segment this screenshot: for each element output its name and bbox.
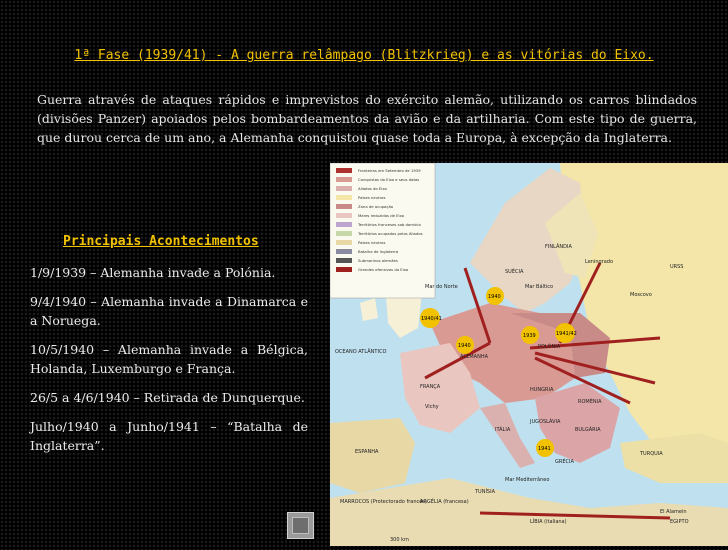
map-label: FINLÂNDIA: [545, 244, 572, 250]
map-label: HUNGRIA: [530, 387, 554, 393]
map-label: BULGÁRIA: [575, 427, 601, 433]
map-label: Mar do Norte: [425, 284, 458, 290]
legend-item: Territórios ocupados pelos Aliados: [358, 231, 423, 236]
legend-item: Submarinos alemães: [358, 258, 398, 263]
legend-item: Países neutros: [358, 240, 386, 245]
map-label: TUNÍSIA: [475, 489, 495, 495]
legend-item: Aliados do Eixo: [358, 186, 387, 191]
event-item: 1/9/1939 – Alemanha invade a Polónia.: [30, 265, 276, 280]
date-badge: 1940: [458, 343, 471, 349]
map-label: 300 km: [390, 537, 409, 543]
date-badge: 1941: [538, 446, 551, 452]
map-label: GRÉCIA: [555, 459, 574, 465]
map-label: Mar Mediterrâneo: [505, 477, 550, 483]
legend-item: Países neutros: [358, 195, 386, 200]
europe-war-map: [330, 163, 728, 546]
map-label: JUGOSLÁVIA: [530, 419, 561, 425]
map-label: ITÁLIA: [495, 427, 511, 433]
event-item: Julho/1940 a Junho/1941 – “Batalha de Inglaterra”.: [30, 419, 308, 453]
date-badge: 1941/42: [556, 331, 577, 337]
date-badge: 1940: [488, 294, 501, 300]
map-label: OCEANO ATLÂNTICO: [335, 349, 387, 355]
legend-item: Mares reduzidos de Eixo: [358, 213, 405, 218]
event-item: 9/4/1940 – Alemanha invade a Dinamarca e a Noruega.: [30, 294, 308, 328]
map-graphic: [330, 163, 728, 546]
legend-item: Batalha de Inglaterra: [358, 249, 399, 254]
date-badge: 1940/41: [421, 316, 442, 322]
map-label: Mar Báltico: [525, 284, 554, 290]
legend-item: Territórios franceses sob domínio: [358, 222, 421, 227]
map-label: ARGÉLIA (francesa): [420, 499, 469, 505]
map-label: POLÓNIA: [538, 344, 561, 350]
map-label: Leningrado: [585, 259, 614, 265]
nav-button-inner: [292, 517, 309, 534]
map-label: ALEMANHA: [460, 354, 489, 360]
date-badge: 1939: [523, 333, 536, 339]
map-label: ESPANHA: [355, 449, 379, 455]
map-label: ROMÉNIA: [578, 399, 602, 405]
map-label: LÍBIA (italiana): [530, 519, 567, 525]
legend-item: Grandes ofensivas do Eixo: [358, 267, 409, 272]
map-label: El Alamein: [660, 509, 687, 515]
legend-item: Zona de ocupação: [358, 204, 394, 209]
map-label: EGIPTO: [670, 519, 689, 525]
map-label: URSS: [670, 264, 684, 270]
events-list: [30, 263, 308, 465]
map-label: MARROCOS (Protectorado francês): [340, 499, 427, 505]
intro-paragraph: Guerra através de ataques rápidos e imprevistos do exército alemão, utilizando os carros blindados (divisões Panzer) apoiados pelos bombardeamentos da avião e da artilharia. Com este tipo de guerra, que durou cerca de um ano, a Alemanha conquistou quase toda a Europa, à excepção da Inglaterra.: [37, 92, 697, 145]
section-heading: Principais Acontecimentos: [63, 234, 259, 249]
event-item: 10/5/1940 – Alemanha invade a Bélgica, Holanda, Luxemburgo e França.: [30, 342, 308, 376]
map-label: Vichy: [425, 404, 439, 410]
map-label: SUÉCIA: [505, 269, 524, 275]
event-item: 26/5 a 4/6/1940 – Retirada de Dunquerque.: [30, 390, 305, 405]
map-label: Moscovo: [630, 292, 652, 298]
legend-item: Conquistas do Eixo e seus datas: [358, 177, 420, 182]
map-label: TURQUIA: [640, 451, 663, 457]
nav-button-icon[interactable]: [287, 512, 314, 539]
page-title: 1ª Fase (1939/41) - A guerra relâmpago (Blitzkrieg) e as vitórias do Eixo.: [74, 48, 654, 63]
map-label: FRANÇA: [420, 384, 441, 390]
legend-item: Fronteiras em Setembro de 1939: [358, 168, 421, 173]
